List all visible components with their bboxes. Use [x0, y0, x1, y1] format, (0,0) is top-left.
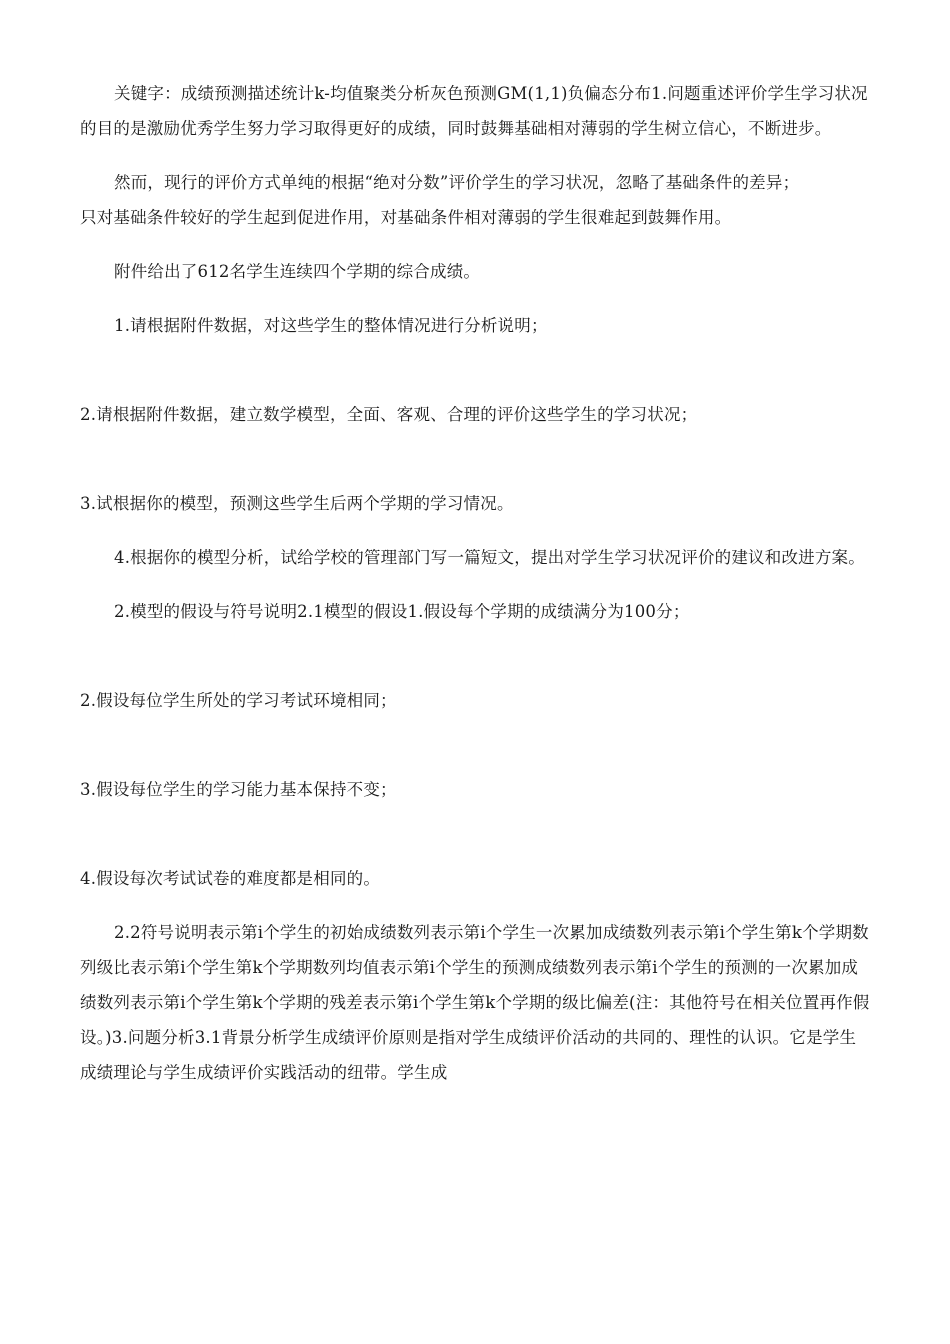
task-1: 1.请根据附件数据，对这些学生的整体情况进行分析说明；	[114, 316, 548, 335]
paragraph-evaluation-issue: 然而，现行的评价方式单纯的根据“绝对分数”评价学生的学习状况，忽略了基础条件的差异；	[114, 173, 800, 192]
symbols-and-analysis: 2.2符号说明表示第i个学生的初始成绩数列表示第i个学生一次累加成绩数列表示第i个学生第k个学期数列级比表示第i个学生第k个学期数列均值表示第i个学生的预测成绩数列表示第i个学生的预测的一次累加成绩数列表示第i个学生第k个学期的残差表示第i个学生第k个学期的级比偏差(注：其他符号在相关位置再作假设。)3.问题分析3.1背景分析学生成绩评价原则是指对学生成绩评价活动的共同的、理性的认识。它是学生成绩理论与学生成绩评价实践活动的纽带。学生成	[80, 923, 870, 1082]
document-page	[80, 76, 870, 1090]
task-3: 3.试根据你的模型，预测这些学生后两个学期的学习情况。	[80, 494, 514, 513]
assumption-3: 3.假设每位学生的学习能力基本保持不变；	[80, 780, 397, 799]
assumption-heading: 2.模型的假设与符号说明2.1模型的假设1.假设每个学期的成绩满分为100分；	[114, 602, 690, 621]
task-2: 2.请根据附件数据，建立数学模型，全面、客观、合理的评价这些学生的学习状况；	[80, 405, 698, 424]
task-4: 4.根据你的模型分析，试给学校的管理部门写一篇短文，提出对学生学习状况评价的建议和改进方案。	[114, 548, 865, 567]
assumption-2: 2.假设每位学生所处的学习考试环境相同；	[80, 691, 397, 710]
assumption-4: 4.假设每次考试试卷的难度都是相同的。	[80, 869, 381, 888]
paragraph-attachment: 附件给出了612名学生连续四个学期的综合成绩。	[114, 262, 481, 281]
paragraph-evaluation-effect: 只对基础条件较好的学生起到促进作用，对基础条件相对薄弱的学生很难起到鼓舞作用。	[80, 208, 732, 227]
keywords-paragraph: 关键字：成绩预测描述统计k-均值聚类分析灰色预测GM(1,1)负偏态分布1.问题重述评价学生学习状况的目的是激励优秀学生努力学习取得更好的成绩，同时鼓舞基础相对薄弱的学生树立信心，不断进步。	[80, 84, 868, 138]
